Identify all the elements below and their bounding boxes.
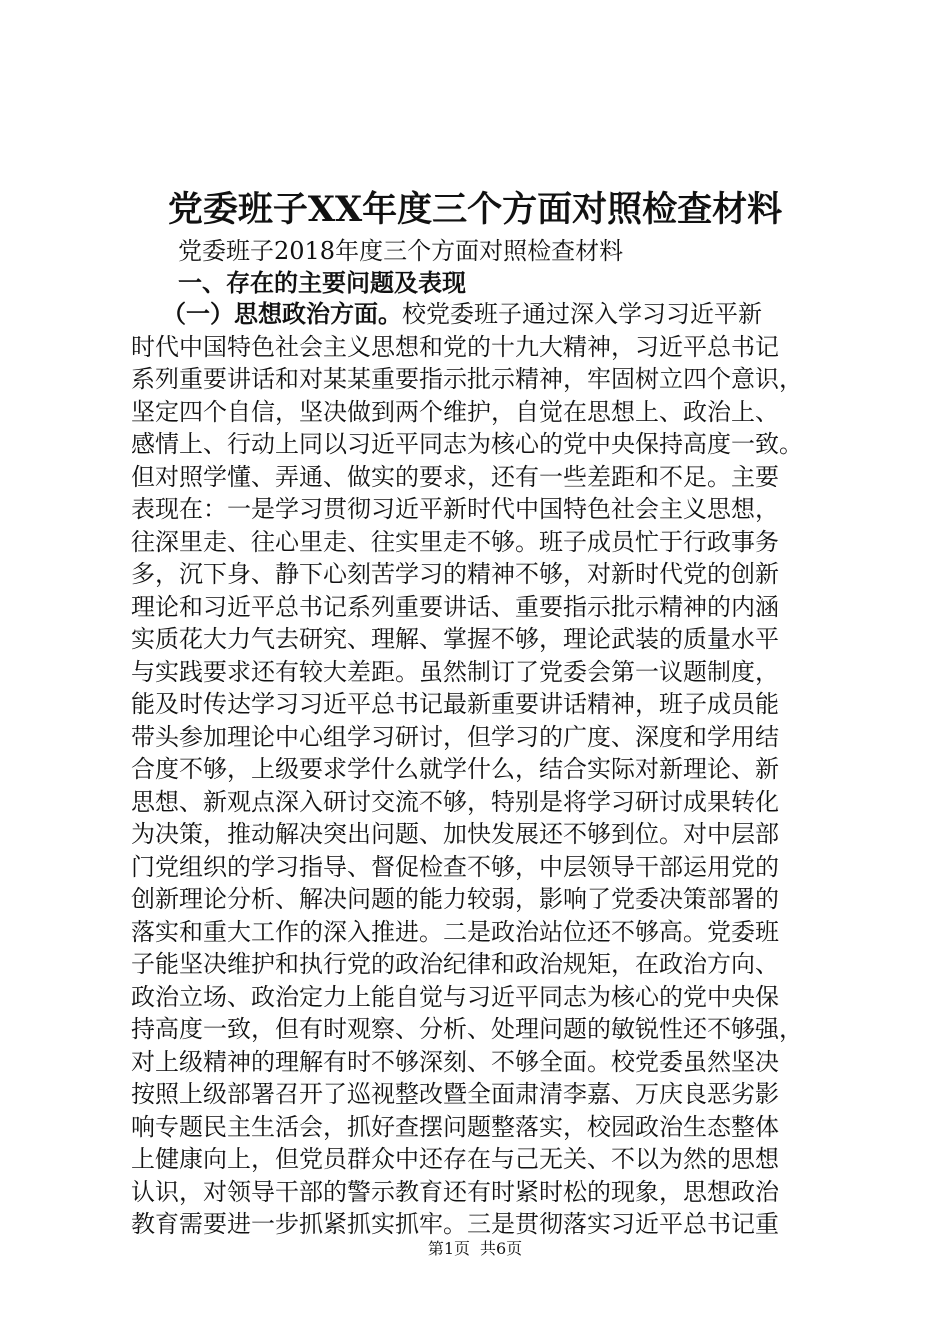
text-line: 门党组织的学习指导、督促检查不够，中层领导干部运用党的 [131, 852, 779, 881]
text-line: 政治立场、政治定力上能自觉与习近平同志为核心的党中央保 [131, 982, 779, 1011]
text-line: 理论和习近平总书记系列重要讲话、重要指示批示精神的内涵 [131, 592, 779, 621]
text-line: 创新理论分析、解决问题的能力较弱，影响了党委决策部署的 [131, 885, 779, 913]
text-line: 多，沉下身、静下心刻苦学习的精神不够，对新时代党的创新 [131, 560, 779, 588]
text-line: 按照上级部署召开了巡视整改暨全面肃清李嘉、万庆良恶劣影 [131, 1080, 779, 1108]
text-line: 认识，对领导干部的警示教育还有时紧时松的现象，思想政治 [131, 1177, 779, 1206]
page-footer [0, 1238, 950, 1260]
page-number: 第1页 [427, 1239, 470, 1258]
text-line: 坚定四个自信，坚决做到两个维护，自觉在思想上、政治上、 [131, 397, 779, 426]
text-line: 但对照学懂、弄通、做实的要求，还有一些差距和不足。主要 [131, 462, 779, 491]
paragraph-lead: （一）思想政治方面。 [162, 299, 402, 328]
text-line: 为决策，推动解决突出问题、加快发展还不够到位。对中层部 [131, 820, 779, 848]
page-total: 共6页 [480, 1239, 523, 1258]
text-line: 往深里走、往心里走、往实里走不够。班子成员忙于行政事务 [131, 527, 779, 556]
text-line: 对上级精神的理解有时不够深刻、不够全面。校党委虽然坚决 [131, 1047, 779, 1076]
text-line: 上健康向上，但党员群众中还存在与己无关、不以为然的思想 [131, 1145, 779, 1173]
text-line: 思想、新观点深入研讨交流不够，特别是将学习研讨成果转化 [131, 787, 779, 816]
text-line: 子能坚决维护和执行党的政治纪律和政治规矩，在政治方向、 [131, 950, 779, 978]
text-line-content: 校党委班子通过深入学习习近平新 [402, 300, 762, 328]
text-line [131, 298, 831, 331]
text-line: 与实践要求还有较大差距。虽然制订了党委会第一议题制度， [131, 657, 779, 686]
document-title: 党委班子XX年度三个方面对照检查材料 [167, 189, 783, 230]
text-line: 实质花大力气去研究、理解、掌握不够，理论武装的质量水平 [131, 625, 779, 653]
text-line: 持高度一致，但有时观察、分析、处理问题的敏锐性还不够强， [131, 1015, 803, 1043]
text-line: 带头参加理论中心组学习研讨，但学习的广度、深度和学用结 [131, 722, 779, 751]
section-heading: 一、存在的主要问题及表现 [178, 268, 466, 297]
text-line: 落实和重大工作的深入推进。二是政治站位还不够高。党委班 [131, 917, 779, 946]
text-line: 系列重要讲话和对某某重要指示批示精神，牢固树立四个意识， [131, 365, 803, 393]
text-line: 能及时传达学习习近平总书记最新重要讲话精神，班子成员能 [131, 690, 779, 718]
text-line: 感情上、行动上同以习近平同志为核心的党中央保持高度一致。 [131, 430, 803, 458]
text-line: 教育需要进一步抓紧抓实抓牢。三是贯彻落实习近平总书记重 [131, 1210, 779, 1238]
text-line: 时代中国特色社会主义思想和党的十九大精神，习近平总书记 [131, 332, 779, 361]
document-subtitle: 党委班子2018年度三个方面对照检查材料 [178, 237, 624, 265]
body-text [131, 298, 831, 1241]
text-line: 合度不够，上级要求学什么就学什么，结合实际对新理论、新 [131, 755, 779, 783]
text-line: 表现在：一是学习贯彻习近平新时代中国特色社会主义思想， [131, 495, 779, 523]
text-line: 响专题民主生活会，抓好查摆问题整落实，校园政治生态整体 [131, 1112, 779, 1141]
